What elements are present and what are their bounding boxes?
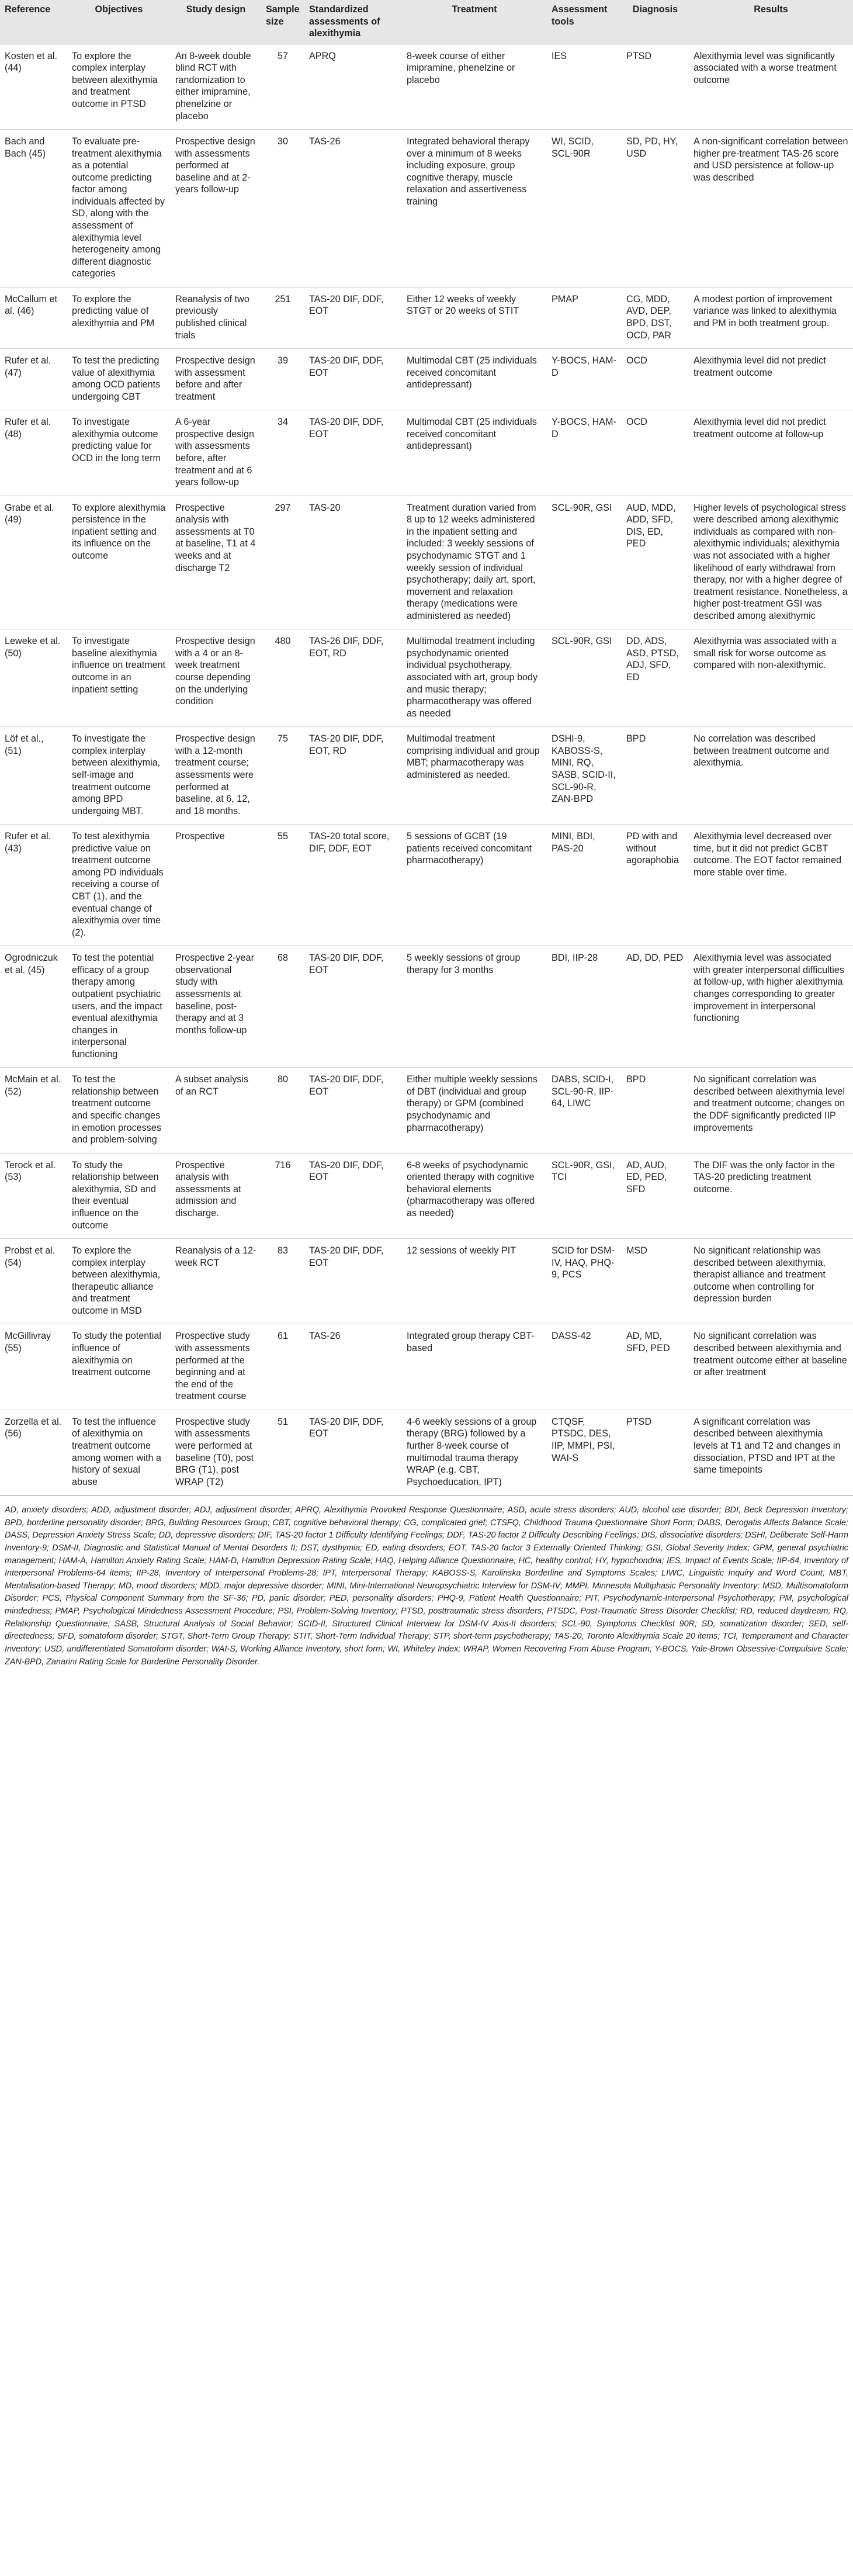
table-row	[0, 349, 853, 410]
header-treatment: Treatment	[402, 0, 547, 44]
table-row	[0, 727, 853, 825]
cell-treatment: Multimodal CBT (25 individuals received concomitant antidepressant)	[402, 410, 547, 496]
cell-sample-size: 34	[261, 410, 304, 496]
cell-diagnosis: SD, PD, HY, USD	[622, 130, 689, 288]
header-standardized: Standardized assessments of alexithymia	[304, 0, 402, 44]
cell-reference: Zorzella et al. (56)	[0, 1410, 67, 1495]
cell-treatment: Integrated behavioral therapy over a minimum of 8 weeks including exposure, group cognitive therapy, muscle relaxation and assertiveness training	[402, 130, 547, 288]
cell-results: Alexithymia level was associated with greater interpersonal difficulties at follow-up, with higher alexithymia changes corresponding to greater improvement in interpersonal functioning	[689, 946, 853, 1068]
cell-sample-size: 480	[261, 629, 304, 727]
cell-standardized: TAS-20 DIF, DDF, EOT	[304, 1410, 402, 1495]
cell-reference: Grabe et al. (49)	[0, 496, 67, 629]
cell-results: No correlation was described between treatment outcome and alexithymia.	[689, 727, 853, 825]
cell-objectives: To explore alexithymia persistence in the inpatient setting and its influence on the outcome	[67, 496, 171, 629]
cell-study-design: Prospective analysis with assessments at admission and discharge.	[171, 1153, 261, 1238]
cell-diagnosis: AD, MD, SFD, PED	[622, 1324, 689, 1410]
cell-standardized: TAS-20	[304, 496, 402, 629]
cell-objectives: To test the predicting value of alexithymia among OCD patients undergoing CBT	[67, 349, 171, 410]
cell-results: Alexithymia level was significantly associated with a worse treatment outcome	[689, 44, 853, 129]
cell-objectives: To explore the predicting value of alexithymia and PM	[67, 287, 171, 348]
cell-treatment: 5 sessions of GCBT (19 patients received concomitant pharmacotherapy)	[402, 825, 547, 946]
cell-sample-size: 30	[261, 130, 304, 288]
header-objectives: Objectives	[67, 0, 171, 44]
cell-study-design: Prospective study with assessments performed at the beginning and at the end of the treatment course	[171, 1324, 261, 1410]
cell-sample-size: 297	[261, 496, 304, 629]
cell-reference: Kosten et al. (44)	[0, 44, 67, 129]
cell-treatment: Integrated group therapy CBT-based	[402, 1324, 547, 1410]
cell-sample-size: 251	[261, 287, 304, 348]
cell-objectives: To evaluate pre-treatment alexithymia as a potential outcome predicting factor among individuals affected by SD, along with the assessment of alexithymia level heterogeneity among different diagnostic categories	[67, 130, 171, 288]
cell-treatment: Either 12 weeks of weekly STGT or 20 weeks of STIT	[402, 287, 547, 348]
cell-reference: McGillivray (55)	[0, 1324, 67, 1410]
cell-results: Alexithymia level decreased over time, but it did not predict GCBT outcome. The EOT factor remained more stable over time.	[689, 825, 853, 946]
table-row	[0, 1068, 853, 1153]
table-row	[0, 1410, 853, 1495]
cell-assessment-tools: BDI, IIP-28	[547, 946, 622, 1068]
cell-sample-size: 83	[261, 1239, 304, 1324]
cell-diagnosis: BPD	[622, 727, 689, 825]
cell-treatment: Either multiple weekly sessions of DBT (individual and group therapy) or GPM (combined psychodynamic and pharmacotherapy)	[402, 1068, 547, 1153]
cell-reference: Bach and Bach (45)	[0, 130, 67, 288]
cell-standardized: TAS-20 DIF, DDF, EOT	[304, 1239, 402, 1324]
cell-standardized: TAS-20 DIF, DDF, EOT	[304, 1153, 402, 1238]
cell-study-design: Prospective design with a 4 or an 8-week treatment course depending on the underlying condition	[171, 629, 261, 727]
cell-standardized: TAS-20 DIF, DDF, EOT	[304, 1068, 402, 1153]
cell-study-design: Prospective design with assessment before and after treatment	[171, 349, 261, 410]
cell-sample-size: 57	[261, 44, 304, 129]
table-row	[0, 130, 853, 288]
cell-reference: Löf et al., (51)	[0, 727, 67, 825]
cell-results: No significant relationship was described between alexithymia, therapist alliance and treatment outcome when controlling for depression burden	[689, 1239, 853, 1324]
cell-assessment-tools: DASS-42	[547, 1324, 622, 1410]
table-header	[0, 0, 853, 44]
cell-diagnosis: BPD	[622, 1068, 689, 1153]
header-sample-size: Sample size	[261, 0, 304, 44]
footnote-divider	[0, 1495, 853, 1496]
cell-diagnosis: CG, MDD, AVD, DEP, BPD, DST, OCD, PAR	[622, 287, 689, 348]
cell-study-design: Reanalysis of a 12-week RCT	[171, 1239, 261, 1324]
cell-assessment-tools: MINI, BDI, PAS-20	[547, 825, 622, 946]
cell-study-design: Reanalysis of two previously published clinical trials	[171, 287, 261, 348]
cell-reference: Terock et al. (53)	[0, 1153, 67, 1238]
cell-results: Alexithymia level did not predict treatment outcome	[689, 349, 853, 410]
cell-results: No significant correlation was described between alexithymia level and treatment outcome; changes on the DDF significantly predicted IIP improvements	[689, 1068, 853, 1153]
cell-results: A significant correlation was described between alexithymia levels at T1 and T2 and changes in dissociation, PTSD and IPT at the same timepoints	[689, 1410, 853, 1495]
cell-treatment: 12 sessions of weekly PIT	[402, 1239, 547, 1324]
table-row	[0, 1239, 853, 1324]
cell-objectives: To test the potential efficacy of a group therapy among outpatient psychiatric users, and the impact eventual alexithymia changes in interpersonal functioning	[67, 946, 171, 1068]
cell-results: No significant correlation was described between alexithymia and treatment outcome either at baseline or after treatment	[689, 1324, 853, 1410]
cell-diagnosis: DD, ADS, ASD, PTSD, ADJ, SFD, ED	[622, 629, 689, 727]
cell-diagnosis: OCD	[622, 349, 689, 410]
table-row	[0, 629, 853, 727]
cell-sample-size: 68	[261, 946, 304, 1068]
table-row	[0, 44, 853, 129]
cell-assessment-tools: SCID for DSM-IV, HAQ, PHQ-9, PCS	[547, 1239, 622, 1324]
cell-objectives: To investigate the complex interplay between alexithymia, self-image and treatment outcome among BPD undergoing MBT.	[67, 727, 171, 825]
cell-objectives: To test the relationship between treatment outcome and specific changes in emotion processes and problem-solving	[67, 1068, 171, 1153]
cell-results: Alexithymia was associated with a small risk for worse outcome as compared with non-alexithymic.	[689, 629, 853, 727]
cell-diagnosis: MSD	[622, 1239, 689, 1324]
cell-objectives: To explore the complex interplay between alexithymia and treatment outcome in PTSD	[67, 44, 171, 129]
cell-standardized: TAS-20 DIF, DDF, EOT	[304, 410, 402, 496]
cell-study-design: Prospective analysis with assessments at T0 at baseline, T1 at 4 weeks and at discharge T2	[171, 496, 261, 629]
cell-assessment-tools: IES	[547, 44, 622, 129]
cell-study-design: Prospective 2-year observational study with assessments at baseline, post-therapy and at 3 months follow-up	[171, 946, 261, 1068]
cell-standardized: TAS-26	[304, 130, 402, 288]
cell-study-design: Prospective study with assessments were performed at baseline (T0), post BRG (T1), post WRAP (T2)	[171, 1410, 261, 1495]
cell-reference: Ogrodniczuk et al. (45)	[0, 946, 67, 1068]
cell-sample-size: 75	[261, 727, 304, 825]
table-row	[0, 410, 853, 496]
cell-treatment: 6-8 weeks of psychodynamic oriented therapy with cognitive behavioral elements (pharmacotherapy was offered as needed)	[402, 1153, 547, 1238]
cell-standardized: TAS-20 DIF, DDF, EOT	[304, 349, 402, 410]
cell-results: The DIF was the only factor in the TAS-20 predicting treatment outcome.	[689, 1153, 853, 1238]
cell-objectives: To explore the complex interplay between alexithymia, therapeutic alliance and treatment outcome in MSD	[67, 1239, 171, 1324]
cell-assessment-tools: SCL-90R, GSI	[547, 629, 622, 727]
cell-results: A modest portion of improvement variance was linked to alexithymia and PM in both treatment group.	[689, 287, 853, 348]
cell-sample-size: 51	[261, 1410, 304, 1495]
cell-reference: Rufer et al. (48)	[0, 410, 67, 496]
cell-reference: McMain et al. (52)	[0, 1068, 67, 1153]
table-row	[0, 496, 853, 629]
cell-diagnosis: PTSD	[622, 1410, 689, 1495]
cell-objectives: To study the potential influence of alexithymia on treatment outcome	[67, 1324, 171, 1410]
cell-sample-size: 39	[261, 349, 304, 410]
cell-standardized: TAS-20 DIF, DDF, EOT	[304, 946, 402, 1068]
cell-assessment-tools: PMAP	[547, 287, 622, 348]
cell-treatment: 5 weekly sessions of group therapy for 3 months	[402, 946, 547, 1068]
cell-assessment-tools: SCL-90R, GSI	[547, 496, 622, 629]
cell-treatment: Treatment duration varied from 8 up to 12 weeks administered in the inpatient setting and included: 3 weekly sessions of psychodynamic STGT and 1 weekly session of individual psychotherapy; daily art, sport, movement and relaxation therapy (medications were administered as needed)	[402, 496, 547, 629]
cell-treatment: Multimodal treatment comprising individual and group MBT; pharmacotherapy was administered as needed.	[402, 727, 547, 825]
cell-assessment-tools: DABS, SCID-I, SCL-90-R, IIP-64, LIWC	[547, 1068, 622, 1153]
cell-diagnosis: PTSD	[622, 44, 689, 129]
cell-study-design: Prospective	[171, 825, 261, 946]
table-body	[0, 44, 853, 1495]
table-row	[0, 1153, 853, 1238]
cell-treatment: Multimodal CBT (25 individuals received concomitant antidepressant)	[402, 349, 547, 410]
cell-study-design: Prospective design with assessments performed at baseline and at 2-years follow-up	[171, 130, 261, 288]
cell-study-design: Prospective design with a 12-month treatment course; assessments were performed at baseline, at 6, 12, and 18 months.	[171, 727, 261, 825]
header-study-design: Study design	[171, 0, 261, 44]
cell-diagnosis: AD, DD, PED	[622, 946, 689, 1068]
cell-treatment: 4-6 weekly sessions of a group therapy (BRG) followed by a further 8-week course of multimodal trauma therapy WRAP (e.g. CBT, Psychoeducation, IPT)	[402, 1410, 547, 1495]
cell-sample-size: 716	[261, 1153, 304, 1238]
cell-reference: McCallum et al. (46)	[0, 287, 67, 348]
cell-results: Higher levels of psychological stress were described among alexithymic individuals as compared with non-alexithymic individuals; alexithymia was not associated with a higher likelihood of early withdrawal from therapy, nor with a higher degree of treatment resistance. Nonetheless, a higher post-treatment GSI was described among alexithymic	[689, 496, 853, 629]
cell-diagnosis: AD, AUD, ED, PED, SFD	[622, 1153, 689, 1238]
cell-study-design: A 6-year prospective design with assessments before, after treatment and at 6 years follow-up	[171, 410, 261, 496]
cell-reference: Rufer et al. (43)	[0, 825, 67, 946]
cell-reference: Probst et al. (54)	[0, 1239, 67, 1324]
cell-study-design: A subset analysis of an RCT	[171, 1068, 261, 1153]
cell-standardized: APRQ	[304, 44, 402, 129]
header-assessment-tools: Assessment tools	[547, 0, 622, 44]
cell-diagnosis: OCD	[622, 410, 689, 496]
cell-study-design: An 8-week double blind RCT with randomization to either imipramine, phenelzine or placebo	[171, 44, 261, 129]
cell-assessment-tools: Y-BOCS, HAM-D	[547, 410, 622, 496]
cell-treatment: Multimodal treatment including psychodynamic oriented individual psychotherapy, associated with art, group body and music therapy; pharmacotherapy was offered as needed	[402, 629, 547, 727]
table-row	[0, 1324, 853, 1410]
abbreviations-footnote: AD, anxiety disorders; ADD, adjustment disorder; ADJ, adjustment disorder; APRQ, Alexithymia Provoked Response Questionnaire; ASD, acute stress disorders; AUD, alcohol use disorder; BDI, Beck Depression Inventory; BPD, borderline personality disorder; BRG, Building Resources Group; CBT, cognitive behavioral therapy; CG, complicated grief; CTSFQ, Childhood Trauma Questionnaire Short Form; DABS, Derogatis Affects Balance Scale; DASS, Depression Anxiety Stress Scale; DD, depressive disorders; DIF, TAS-20 factor 1 Difficulty Identifying Feelings; DDF, TAS-20 factor 2 Difficulty Describing Feelings; DIS, dissociative disorders; DSHI, Deliberate Self-Harm Inventory-9; DSM-II, Diagnostic and Statistical Manual of Mental Disorders II; DST, dysthymia; ED, eating disorders; EOT, TAS-20 factor 3 Externally Oriented Thinking; GSI, Global Severity Index; GPM, general psychiatric management; HAM-A, Hamilton Anxiety Rating Scale; HAM-D, Hamilton Depression Rating Scale; HAQ, Helping Alliance Questionnaire; HC, healthy control; HY, hypochondria; IES, Impact of Events Scale; IIP-64, Inventory of Interpersonal Problems-64 items; IIP-28, Inventory of Interpersonal Problems-28; IPT, Interpersonal Therapy; KABOSS-S, Karolinska Borderline and Symptoms Scales; LIWC, Linguistic Inquiry and Word Count; MBT, Mentalisation-based Therapy; MD, mood disorders; MDD, major depressive disorder; MINI, Mini-International Neuropsychiatric Interview for DSM-IV; MMPI, Minnesota Multiphasic Personality Inventory; MSD, Multisomatoform Disorder; PCS, Physical Component Summary from the SF-36; PD, panic disorder; PED, personality disorders; PHQ-9, Patient Health Questionnaire; PIT, Psychodynamic-Interpersonal Psychotherapy; PM, psychological mindedness; PMAP, Psychological Mindedness Assessment Procedure; PSI, Problem-Solving Inventory; PTSD, posttraumatic stress disorders; PTSDC, Post-Traumatic Stress Disorder Checklist; RD, reduced daydream; RQ, Relationship Questionnaire; SASB, Structural Analysis of Social Behavior; SCID-II, Structured Clinical Interview for DSM-IV Axis-II disorders; SCL-90, Symptoms Checklist 90R; SD, somatization disorder; SED, self-directedness; SFD, somatoform disorder; STGT, Short-Term Group Therapy; STIT, Short-Term Individual Therapy; STP, short-term psychotherapy; TAS-20, Toronto Alexithymia Scale 20 items; TCI, Temperament and Character Inventory; USD, undifferentiated Somatoform disorder; WAI-S, Working Alliance Inventory, short form; WI, Whiteley Index; WRAP, Women Recovering From Abuse Program; Y-BOCS, Yale-Brown Obsessive-Compulsive Scale; ZAN-BPD, Zanarini Rating Scale for Borderline Personality Disorder.	[5, 1505, 848, 1667]
header-row	[0, 0, 853, 44]
cell-standardized: TAS-20 DIF, DDF, EOT	[304, 287, 402, 348]
cell-assessment-tools: WI, SCID, SCL-90R	[547, 130, 622, 288]
cell-assessment-tools: Y-BOCS, HAM-D	[547, 349, 622, 410]
cell-standardized: TAS-20 DIF, DDF, EOT, RD	[304, 727, 402, 825]
cell-reference: Rufer et al. (47)	[0, 349, 67, 410]
table-row	[0, 946, 853, 1068]
cell-sample-size: 61	[261, 1324, 304, 1410]
cell-results: Alexithymia level did not predict treatment outcome at follow-up	[689, 410, 853, 496]
cell-objectives: To test alexithymia predictive value on treatment outcome among PD individuals receiving a course of CBT (1), and the eventual change of alexithymia over time (2).	[67, 825, 171, 946]
cell-objectives: To investigate alexithymia outcome predicting value for OCD in the long term	[67, 410, 171, 496]
cell-assessment-tools: DSHI-9, KABOSS-S, MINI, RQ, SASB, SCID-II, SCL-90-R, ZAN-BPD	[547, 727, 622, 825]
cell-reference: Leweke et al. (50)	[0, 629, 67, 727]
header-results: Results	[689, 0, 853, 44]
cell-diagnosis: PD with and without agoraphobia	[622, 825, 689, 946]
cell-objectives: To study the relationship between alexithymia, SD and their eventual influence on the outcome	[67, 1153, 171, 1238]
header-diagnosis: Diagnosis	[622, 0, 689, 44]
cell-sample-size: 80	[261, 1068, 304, 1153]
header-reference: Reference	[0, 0, 67, 44]
cell-assessment-tools: SCL-90R, GSI, TCI	[547, 1153, 622, 1238]
cell-standardized: TAS-26 DIF, DDF, EOT, RD	[304, 629, 402, 727]
table-row	[0, 825, 853, 946]
cell-treatment: 8-week course of either imipramine, phenelzine or placebo	[402, 44, 547, 129]
cell-sample-size: 55	[261, 825, 304, 946]
cell-diagnosis: AUD, MDD, ADD, SFD, DIS, ED, PED	[622, 496, 689, 629]
cell-objectives: To investigate baseline alexithymia influence on treatment outcome in an inpatient setting	[67, 629, 171, 727]
table-row	[0, 287, 853, 348]
cell-standardized: TAS-20 total score, DIF, DDF, EOT	[304, 825, 402, 946]
cell-objectives: To test the influence of alexithymia on treatment outcome among women with a history of sexual abuse	[67, 1410, 171, 1495]
cell-results: A non-significant correlation between higher pre-treatment TAS-26 score and USD persistence at follow-up was described	[689, 130, 853, 288]
cell-standardized: TAS-26	[304, 1324, 402, 1410]
cell-assessment-tools: CTQSF, PTSDC, DES, IIP, MMPI, PSI, WAI-S	[547, 1410, 622, 1495]
